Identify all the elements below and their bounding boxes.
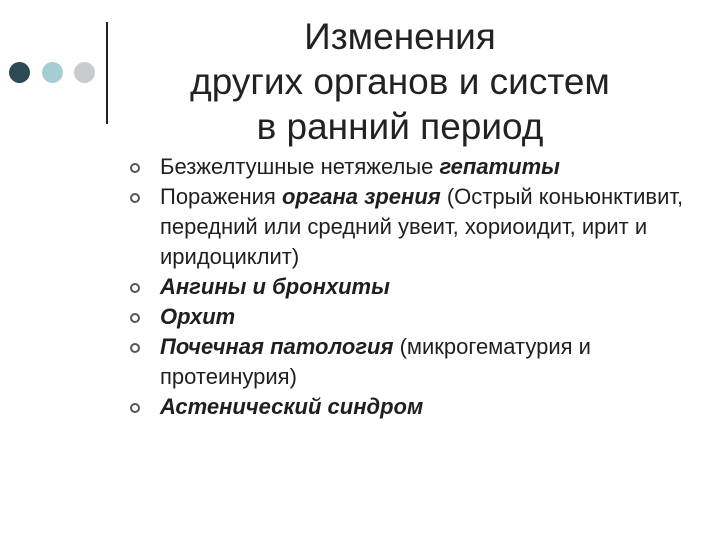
- list-item: [0, 272, 720, 302]
- slide-title: [145, 14, 655, 149]
- dark-dot-icon: [9, 62, 30, 83]
- hollow-circle-bullet-icon: [130, 163, 140, 173]
- item-emphasis: Почечная патология: [160, 334, 394, 359]
- gray-dot-icon: [74, 62, 95, 83]
- item-emphasis: Орхит: [160, 304, 236, 329]
- item-emphasis: Астенический синдром: [160, 394, 424, 419]
- hollow-circle-bullet-icon: [130, 343, 140, 353]
- hollow-circle-bullet-icon: [130, 313, 140, 323]
- list-item: [0, 302, 720, 332]
- title-line: в ранний период: [256, 106, 544, 147]
- hollow-circle-bullet-icon: [130, 193, 140, 203]
- item-emphasis: Ангины и бронхиты: [160, 274, 390, 299]
- bullet-list: [0, 152, 720, 422]
- item-emphasis: органа зрения: [281, 184, 441, 209]
- item-text: (Острый коньюнктивит, передний или средний увеит, хориоидит, ирит и иридоциклит): [160, 184, 684, 269]
- hollow-circle-bullet-icon: [130, 283, 140, 293]
- item-text: Поражения: [160, 184, 282, 209]
- list-item: [0, 152, 720, 182]
- title-line: Изменения: [304, 16, 496, 57]
- item-emphasis: гепатиты: [439, 154, 560, 179]
- list-item: [0, 332, 720, 392]
- item-text: Безжелтушные нетяжелые: [160, 154, 440, 179]
- item-text: (микрогематурия и протеинурия): [160, 334, 591, 389]
- light-blue-dot-icon: [42, 62, 63, 83]
- title-divider: [106, 22, 108, 124]
- title-line: других органов и систем: [190, 61, 610, 102]
- decorative-dots: [0, 62, 100, 84]
- list-item: [0, 182, 720, 272]
- list-item: [0, 392, 720, 422]
- hollow-circle-bullet-icon: [130, 403, 140, 413]
